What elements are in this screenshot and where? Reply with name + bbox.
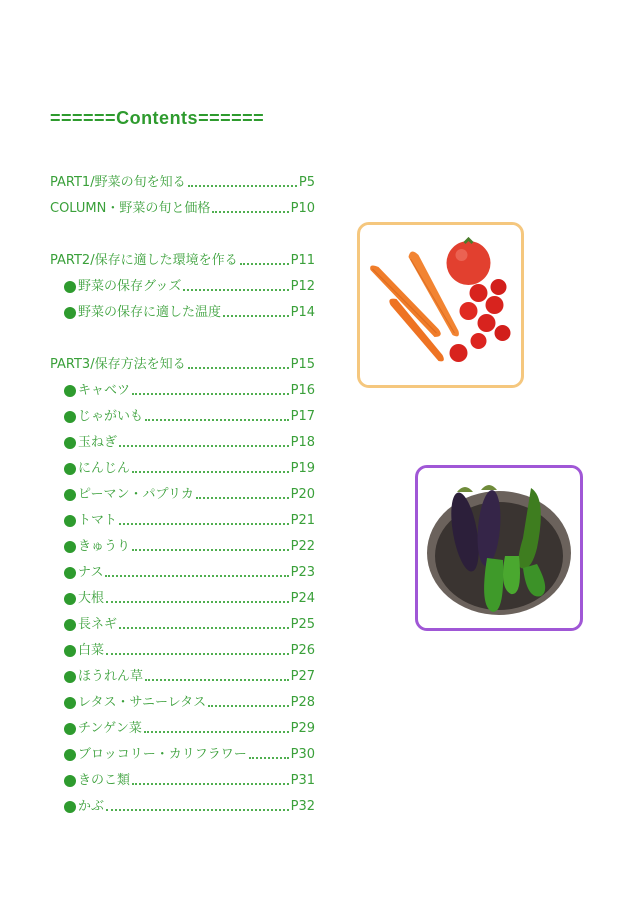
toc-entry bbox=[50, 511, 315, 531]
toc-entry-page: P15 bbox=[290, 357, 315, 372]
toc-entry-label: キャベツ bbox=[78, 383, 131, 398]
toc-entry bbox=[50, 485, 315, 505]
bullet-icon bbox=[64, 463, 76, 475]
dot-leader bbox=[145, 679, 289, 681]
toc-entry-label: かぶ bbox=[78, 799, 105, 814]
dot-leader bbox=[132, 393, 289, 395]
toc-entry bbox=[50, 797, 315, 817]
toc-entry-label: 長ネギ bbox=[78, 617, 118, 632]
toc-entry bbox=[50, 615, 315, 635]
toc-entry-label: 野菜の保存に適した温度 bbox=[78, 305, 222, 320]
toc-entry-page: P25 bbox=[290, 617, 315, 632]
dot-leader bbox=[144, 731, 289, 733]
toc-entry bbox=[50, 355, 315, 375]
dot-leader bbox=[106, 653, 289, 655]
dot-leader bbox=[106, 809, 289, 811]
toc-entry-label: トマト bbox=[78, 513, 118, 528]
toc-entry-page: P11 bbox=[290, 253, 315, 268]
toc-entry-label: ほうれん草 bbox=[78, 669, 144, 684]
bullet-icon bbox=[64, 749, 76, 761]
bullet-icon bbox=[64, 437, 76, 449]
bullet-icon bbox=[64, 645, 76, 657]
dot-leader bbox=[132, 471, 289, 473]
toc-entry-page: P12 bbox=[290, 279, 315, 294]
bullet-icon bbox=[64, 593, 76, 605]
eggplant-peppers-photo bbox=[415, 465, 583, 631]
dot-leader bbox=[188, 185, 297, 187]
dot-leader bbox=[196, 497, 289, 499]
toc-entry-page: P26 bbox=[290, 643, 315, 658]
toc-entry bbox=[50, 251, 315, 271]
toc-entry-page: P23 bbox=[290, 565, 315, 580]
toc-entry bbox=[50, 303, 315, 323]
toc-entry-label: 野菜の保存グッズ bbox=[78, 279, 182, 294]
toc-entry bbox=[50, 771, 315, 791]
toc-entry bbox=[50, 563, 315, 583]
toc-entry-page: P27 bbox=[290, 669, 315, 684]
toc-entry-label: 大根 bbox=[78, 591, 105, 606]
toc-entry-label: 玉ねぎ bbox=[78, 435, 118, 450]
toc-entry-label: チンゲン菜 bbox=[78, 721, 142, 736]
toc-entry-page: P16 bbox=[290, 383, 315, 398]
toc-entry bbox=[50, 277, 315, 297]
dot-leader bbox=[105, 575, 288, 577]
toc-entry-page: P18 bbox=[290, 435, 315, 450]
toc-entry bbox=[50, 641, 315, 661]
toc-entry-label: 白菜 bbox=[78, 643, 105, 658]
bullet-icon bbox=[64, 307, 76, 319]
toc-entry-label: じゃがいも bbox=[78, 409, 144, 424]
toc-entry-page: P31 bbox=[290, 773, 315, 788]
bullet-icon bbox=[64, 281, 76, 293]
toc-entry-label: きのこ類 bbox=[78, 773, 131, 788]
toc-entry-label: ブロッコリー・カリフラワー bbox=[78, 747, 247, 762]
dot-leader bbox=[119, 523, 289, 525]
bullet-icon bbox=[64, 619, 76, 631]
toc-entry-page: P10 bbox=[290, 201, 315, 216]
dot-leader bbox=[119, 627, 289, 629]
dot-leader bbox=[119, 445, 289, 447]
toc-entry bbox=[50, 407, 315, 427]
dot-leader bbox=[188, 367, 289, 369]
toc-entry bbox=[50, 693, 315, 713]
dot-leader bbox=[132, 783, 289, 785]
toc-entry-page: P30 bbox=[290, 747, 315, 762]
dot-leader bbox=[106, 601, 289, 603]
bullet-icon bbox=[64, 801, 76, 813]
toc-entry bbox=[50, 667, 315, 687]
toc-entry-page: P20 bbox=[290, 487, 315, 502]
toc-entry bbox=[50, 433, 315, 453]
dot-leader bbox=[145, 419, 289, 421]
toc-entry bbox=[50, 381, 315, 401]
dot-leader bbox=[183, 289, 288, 291]
toc-entry-label: にんじん bbox=[78, 461, 131, 476]
bullet-icon bbox=[64, 411, 76, 423]
carrots-tomatoes-photo bbox=[357, 222, 524, 388]
toc-entry-label: きゅうり bbox=[78, 539, 131, 554]
toc-entry-label: PART1/野菜の旬を知る bbox=[50, 175, 186, 190]
toc-entry bbox=[50, 719, 315, 739]
bullet-icon bbox=[64, 541, 76, 553]
toc-entry-page: P32 bbox=[290, 799, 315, 814]
toc-entry-page: P21 bbox=[290, 513, 315, 528]
toc-entry bbox=[50, 459, 315, 479]
toc-entry bbox=[50, 173, 315, 193]
toc-entry-page: P22 bbox=[290, 539, 315, 554]
toc-entry bbox=[50, 745, 315, 765]
bullet-icon bbox=[64, 567, 76, 579]
toc-entry-page: P17 bbox=[290, 409, 315, 424]
toc-entry-label: COLUMN・野菜の旬と価格 bbox=[50, 201, 211, 216]
eggplant-peppers-illustration bbox=[418, 468, 580, 628]
dot-leader bbox=[240, 263, 289, 265]
toc-entry-label: レタス・サニーレタス bbox=[78, 695, 207, 710]
contents-heading: ======Contents====== bbox=[50, 108, 265, 128]
toc-entry-label: PART2/保存に適した環境を作る bbox=[50, 253, 238, 268]
toc-entry-label: ピーマン・パプリカ bbox=[78, 487, 194, 502]
toc-entry bbox=[50, 589, 315, 609]
toc-entry-page: P29 bbox=[290, 721, 315, 736]
dot-leader bbox=[249, 757, 289, 759]
toc-entry bbox=[50, 537, 315, 557]
toc-entry-page: P19 bbox=[290, 461, 315, 476]
toc-entry-label: ナス bbox=[78, 565, 104, 580]
toc-entry-page: P28 bbox=[290, 695, 315, 710]
bullet-icon bbox=[64, 775, 76, 787]
toc-entry-page: P14 bbox=[290, 305, 315, 320]
dot-leader bbox=[223, 315, 289, 317]
toc-entry-page: P5 bbox=[298, 175, 315, 190]
dot-leader bbox=[212, 211, 288, 213]
bullet-icon bbox=[64, 723, 76, 735]
toc-entry-label: PART3/保存方法を知る bbox=[50, 357, 186, 372]
toc-entry-page: P24 bbox=[290, 591, 315, 606]
bullet-icon bbox=[64, 515, 76, 527]
toc-entry bbox=[50, 199, 315, 219]
bullet-icon bbox=[64, 671, 76, 683]
bullet-icon bbox=[64, 697, 76, 709]
bullet-icon bbox=[64, 385, 76, 397]
dot-leader bbox=[132, 549, 289, 551]
dot-leader bbox=[208, 705, 288, 707]
bullet-icon bbox=[64, 489, 76, 501]
carrots-tomatoes-illustration bbox=[360, 225, 521, 385]
